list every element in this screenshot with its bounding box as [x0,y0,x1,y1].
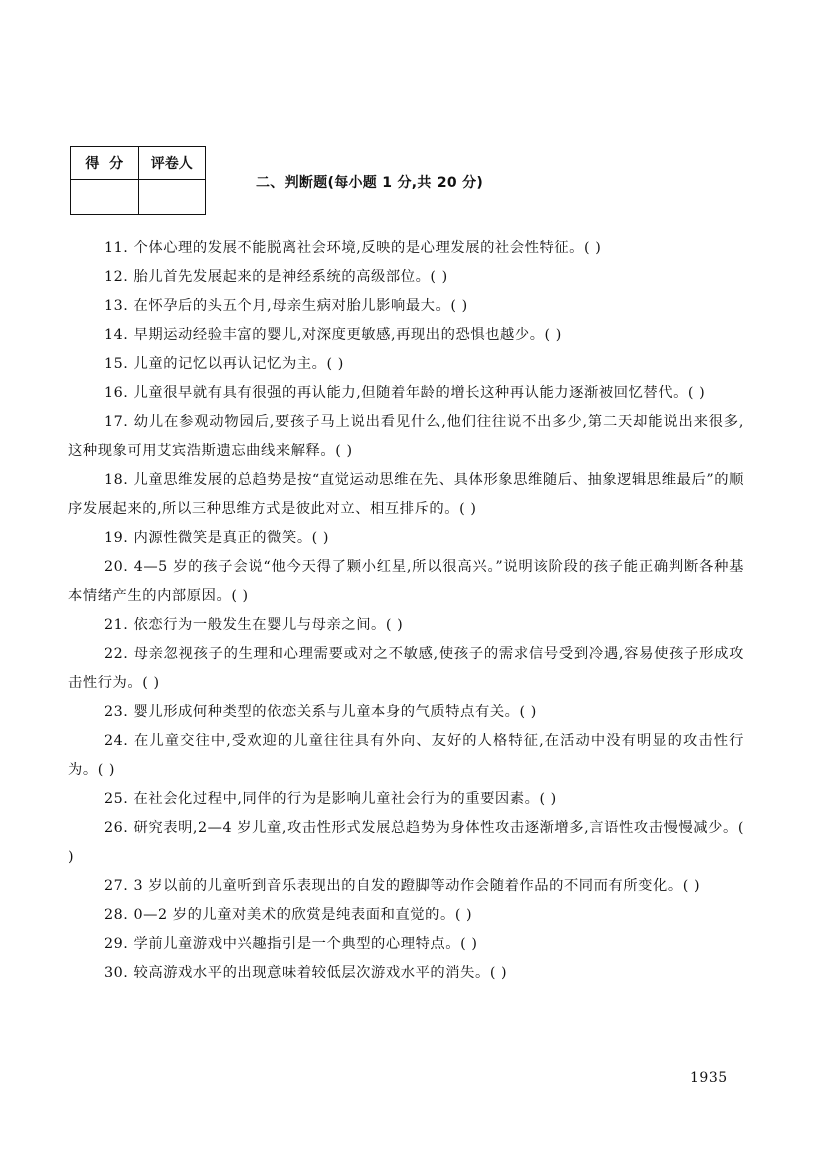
score-label: 得 分 [71,147,139,180]
question-30 [68,959,744,988]
question-21 [68,611,744,640]
question-12 [68,263,744,292]
grader-label: 评卷人 [138,147,206,180]
question-text: 儿童的记忆以再认记忆为主。( ) [133,356,344,372]
question-text: 在怀孕后的头五个月,母亲生病对胎儿影响最大。( ) [133,298,468,314]
question-26 [68,814,744,872]
question-14 [68,321,744,350]
question-number: 12. [104,269,129,285]
question-number: 16. [104,385,129,401]
page-number: 1935 [690,1070,728,1086]
question-19 [68,524,744,553]
question-text: 儿童很早就有具有很强的再认能力,但随着年龄的增长这种再认能力逐渐被回忆替代。( ) [133,385,706,401]
question-29 [68,930,744,959]
question-number: 17. [104,414,129,430]
question-number: 25. [104,791,129,807]
question-22 [68,640,744,698]
question-number: 13. [104,298,129,314]
question-15 [68,350,744,379]
question-18 [68,466,744,524]
question-28 [68,901,744,930]
section-title: 二、判断题(每小题 1 分,共 20 分) [256,175,484,191]
question-number: 23. [104,704,129,720]
question-text: 在儿童交往中,受欢迎的儿童往往具有外向、友好的人格特征,在活动中没有明显的攻击性行为。( ) [68,733,744,778]
question-number: 19. [104,530,129,546]
question-text: 研究表明,2—4 岁儿童,攻击性形式发展总趋势为身体性攻击逐渐增多,言语性攻击慢慢减少。( ) [68,820,744,865]
question-number: 29. [104,936,129,952]
question-text: 母亲忽视孩子的生理和心理需要或对之不敏感,使孩子的需求信号受到冷遇,容易使孩子形成攻击性行为。( ) [68,646,744,691]
question-text: 较高游戏水平的出现意味着较低层次游戏水平的消失。( ) [133,965,508,981]
question-list [68,234,744,988]
question-number: 21. [104,617,129,633]
question-text: 内源性微笑是真正的微笑。( ) [133,530,330,546]
question-text: 早期运动经验丰富的婴儿,对深度更敏感,再现出的恐惧也越少。( ) [133,327,562,343]
question-text: 在社会化过程中,同伴的行为是影响儿童社会行为的重要因素。( ) [133,791,557,807]
question-text: 0—2 岁的儿童对美术的欣赏是纯表面和直觉的。( ) [133,907,473,923]
score-input-cell[interactable] [71,180,139,215]
question-number: 11. [104,240,129,256]
question-number: 18. [104,472,129,488]
question-24 [68,727,744,785]
question-text: 3 岁以前的儿童听到音乐表现出的自发的蹬脚等动作会随着作品的不同而有所变化。( ) [133,878,701,894]
question-16 [68,379,744,408]
question-number: 24. [104,733,129,749]
question-text: 婴儿形成何种类型的依恋关系与儿童本身的气质特点有关。( ) [133,704,537,720]
question-27 [68,872,744,901]
question-number: 26. [104,820,129,836]
question-number: 22. [104,646,129,662]
question-number: 28. [104,907,129,923]
question-number: 15. [104,356,129,372]
question-text: 4—5 岁的孩子会说“他今天得了颗小红星,所以很高兴。”说明该阶段的孩子能正确判断各种基本情绪产生的内部原因。( ) [68,559,744,604]
question-number: 14. [104,327,129,343]
question-number: 30. [104,965,129,981]
question-text: 依恋行为一般发生在婴儿与母亲之间。( ) [133,617,404,633]
question-11 [68,234,744,263]
question-25 [68,785,744,814]
question-13 [68,292,744,321]
question-text: 胎儿首先发展起来的是神经系统的高级部位。( ) [133,269,448,285]
question-text: 儿童思维发展的总趋势是按“直觉运动思维在先、具体形象思维随后、抽象逻辑思维最后”的顺序发展起来的,所以三种思维方式是彼此对立、相互排斥的。( ) [68,472,744,517]
question-23 [68,698,744,727]
question-text: 个体心理的发展不能脱离社会环境,反映的是心理发展的社会性特征。( ) [133,240,602,256]
question-text: 幼儿在参观动物园后,要孩子马上说出看见什么,他们往往说不出多少,第二天却能说出来很多,这种现象可用艾宾浩斯遗忘曲线来解释。( ) [68,414,744,459]
question-text: 学前儿童游戏中兴趣指引是一个典型的心理特点。( ) [133,936,478,952]
grader-input-cell[interactable] [138,180,206,215]
question-17 [68,408,744,466]
question-20 [68,553,744,611]
question-number: 27. [104,878,129,894]
question-number: 20. [104,559,129,575]
score-box [70,146,206,215]
